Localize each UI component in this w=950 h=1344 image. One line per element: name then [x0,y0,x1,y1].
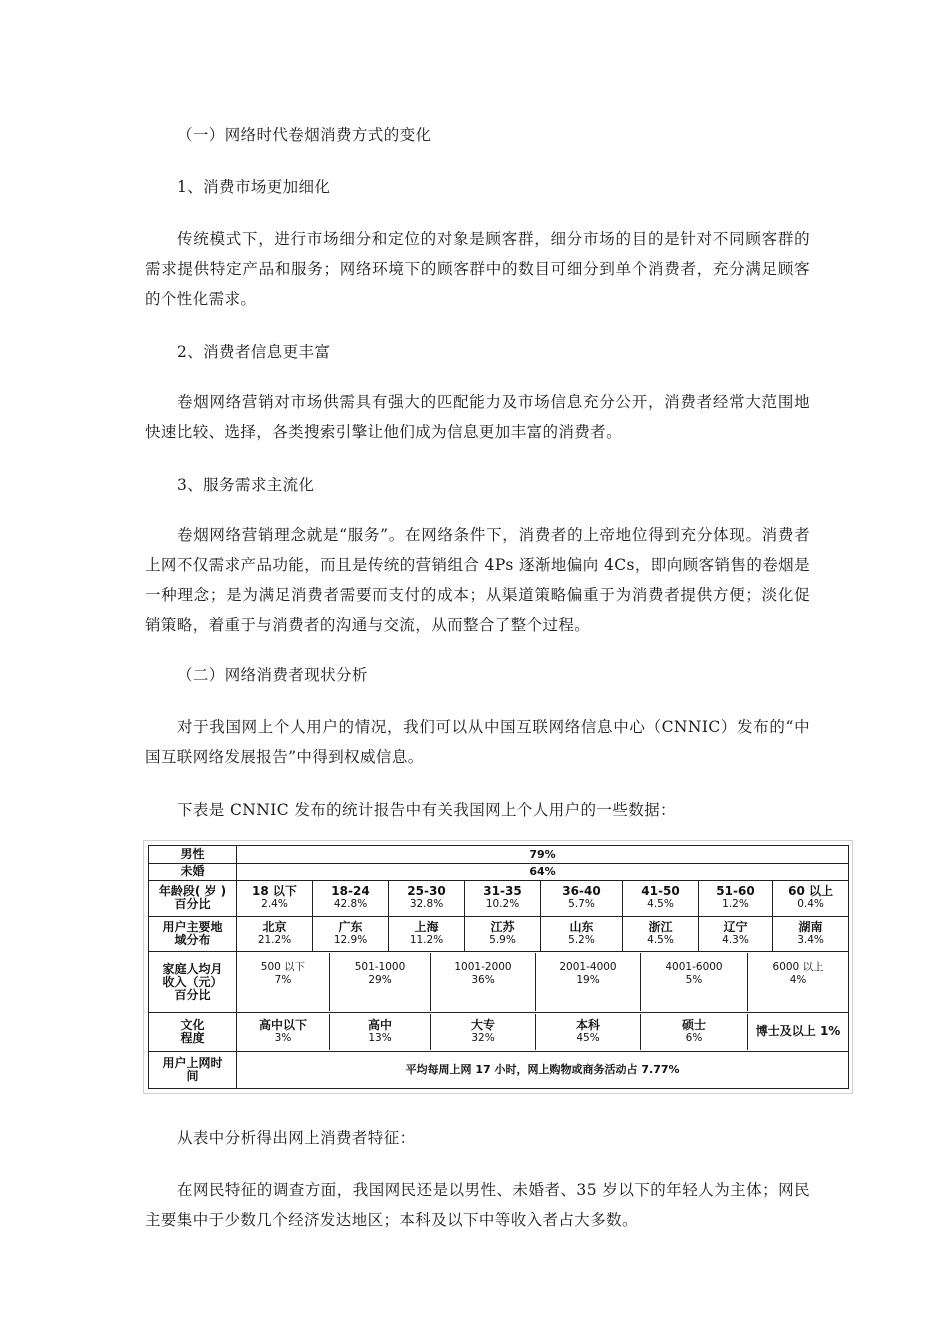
age-pct: 2.4% [261,898,288,911]
education-pct: 32% [471,1031,495,1044]
age-pct: 10.2% [485,898,520,911]
age-cell [465,881,541,916]
region-name: 湖南 [798,919,823,934]
region-label [149,916,237,951]
region-pct: 3.4% [797,933,824,946]
region-pct: 12.9% [333,933,368,946]
male-value: 79% [237,846,849,864]
income-pct: 7% [274,974,292,986]
section2-intro: 对于我国网上个人用户的情况，我们可以从中国互联网络信息中心（CNNIC）发布的“中国互联网络发展报告”中得到权威信息。 [145,718,810,766]
age-label-line1: 年龄段( 岁 ) [158,884,227,899]
age-range: 36-40 [562,884,601,899]
table-caption: 下表是 CNNIC 发布的统计报告中有关我国网上个人用户的一些数据： [177,801,676,819]
region-pct: 11.2% [409,933,444,946]
education-level: 本科 [575,1017,600,1032]
age-pct: 32.8% [409,898,444,911]
region-pct: 4.3% [722,933,749,946]
item1-body: 传统模式下，进行市场细分和定位的对象是顾客群，细分市场的目的是针对不同顾客群的需求提供特定产品和服务；网络环境下的顾客群中的数目可细分到单个消费者，充分满足顾客的个性化需求。 [145,230,810,308]
income-range: 6000 以上 [772,961,824,973]
age-cell [313,881,389,916]
income-pct: 19% [576,974,600,986]
age-cell [541,881,623,916]
region-cell [541,916,623,951]
row-unmarried [149,863,849,881]
income-cell [237,953,330,1011]
income-pct: 29% [368,974,392,986]
online-label-line1: 用户上网时 [162,1055,223,1070]
education-subtable [237,1014,848,1050]
age-pct: 1.2% [722,898,749,911]
age-label-line2: 百分比 [174,897,211,912]
unmarried-label: 未婚 [149,863,237,881]
conclusion-text: 在网民特征的调查方面，我国网民还是以男性、未婚者、35 岁以下的年轻人为主体；网民主要集中于少数几个经济发达地区；本科及以下中等收入者占大多数。 [145,1181,810,1229]
region-cell [389,916,465,951]
region-cell [313,916,389,951]
item3-title: 3、服务需求主流化 [177,476,315,494]
education-level: 大专 [470,1017,495,1032]
education-cell [237,1014,330,1050]
age-cell [699,881,773,916]
region-name: 北京 [262,919,287,934]
age-range: 60 以上 [788,884,833,899]
region-pct: 5.2% [568,933,595,946]
row-income [149,951,849,1012]
education-label-line2: 程度 [180,1030,205,1045]
income-range: 4001-6000 [665,961,723,973]
education-pct: 45% [576,1031,600,1044]
income-label-line3: 百分比 [174,987,211,1002]
income-range: 501-1000 [354,961,406,973]
online-value: 平均每周上网 17 小时，网上购物或商务活动占 7.77% [237,1051,849,1088]
row-male [149,846,849,864]
region-cell [237,916,313,951]
age-pct: 4.5% [647,898,674,911]
education-label-line1: 文化 [180,1017,205,1032]
region-pct: 21.2% [257,933,292,946]
statistics-table [148,845,849,1089]
row-age [149,881,849,916]
region-name: 江苏 [490,919,515,934]
age-range: 31-35 [483,884,522,899]
item1-title: 1、消费市场更加细化 [177,178,331,196]
education-cell [641,1014,748,1050]
age-cell [623,881,699,916]
row-online-time [149,1051,849,1088]
income-cell [431,953,536,1011]
income-pct: 36% [471,974,495,986]
row-region [149,916,849,951]
age-pct: 0.4% [797,898,824,911]
region-name: 山东 [569,919,594,934]
income-cell [641,953,748,1011]
education-level: 高中以下 [258,1017,307,1032]
age-range: 41-50 [641,884,680,899]
after-table-text: 从表中分析得出网上消费者特征： [177,1129,416,1147]
income-range: 2001-4000 [559,961,617,973]
income-label-line2: 收入（元） [162,974,223,989]
income-cell [330,953,431,1011]
income-pct: 4% [789,974,807,986]
age-cell [237,881,313,916]
education-pct: 3% [274,1031,292,1044]
male-label: 男性 [149,846,237,864]
age-pct: 5.7% [568,898,595,911]
age-pct: 42.8% [333,898,368,911]
education-pct: 13% [368,1031,392,1044]
income-range: 500 以下 [260,961,306,973]
unmarried-value: 64% [237,863,849,881]
region-name: 上海 [414,919,439,934]
region-cell [699,916,773,951]
age-label [149,881,237,916]
income-cell [536,953,641,1011]
item2-body: 卷烟网络营销对市场供需具有强大的匹配能力及市场信息充分公开，消费者经常大范围地快速比较、选择，各类搜索引擎让他们成为信息更加丰富的消费者。 [145,393,810,441]
online-label-line2: 间 [186,1068,199,1083]
education-phd: 博士及以上 1% [755,1024,841,1039]
education-group [237,1013,849,1051]
item2-title: 2、消费者信息更丰富 [177,343,331,361]
age-cell [389,881,465,916]
region-label-line2: 域分布 [174,932,211,947]
income-subtable [237,953,848,1011]
income-label-line1: 家庭人均月 [162,961,223,976]
region-name: 浙江 [648,919,673,934]
education-cell [330,1014,431,1050]
region-name: 辽宁 [723,919,748,934]
region-pct: 5.9% [489,933,516,946]
section1-heading: （一）网络时代卷烟消费方式的变化 [177,126,432,144]
age-range: 25-30 [407,884,446,899]
education-level: 高中 [367,1017,392,1032]
region-pct: 4.5% [647,933,674,946]
education-cell-phd [748,1014,849,1050]
item3-body: 卷烟网络营销理念就是“服务”。在网络条件下，消费者的上帝地位得到充分体现。消费者上网不仅需求产品功能，而且是传统的营销组合 4Ps 逐渐地偏向 4Cs，即向顾客销售的卷烟是一种理念；是为满足消费者需要而支付的成本；从渠道策略偏重于为消费者提供方便；淡化促销策略，着重于与消费者的沟通与交流，从而整合了整个过程。 [145,526,810,634]
income-cell [748,953,849,1011]
region-cell [623,916,699,951]
statistics-table-figure [143,840,853,1094]
age-range: 18 以下 [252,884,297,899]
education-label [149,1013,237,1051]
region-name: 广东 [338,919,363,934]
income-label [149,951,237,1012]
region-cell [465,916,541,951]
row-education [149,1013,849,1051]
education-cell [431,1014,536,1050]
education-level: 硕士 [681,1017,706,1032]
age-range: 18-24 [331,884,370,899]
region-cell [773,916,849,951]
income-range: 1001-2000 [454,961,512,973]
income-pct: 5% [685,974,703,986]
region-label-line1: 用户主要地 [162,919,223,934]
section2-heading: （二）网络消费者现状分析 [177,666,368,684]
age-range: 51-60 [716,884,755,899]
online-label [149,1051,237,1088]
age-cell [773,881,849,916]
education-cell [536,1014,641,1050]
education-pct: 6% [685,1031,703,1044]
income-group [237,951,849,1012]
